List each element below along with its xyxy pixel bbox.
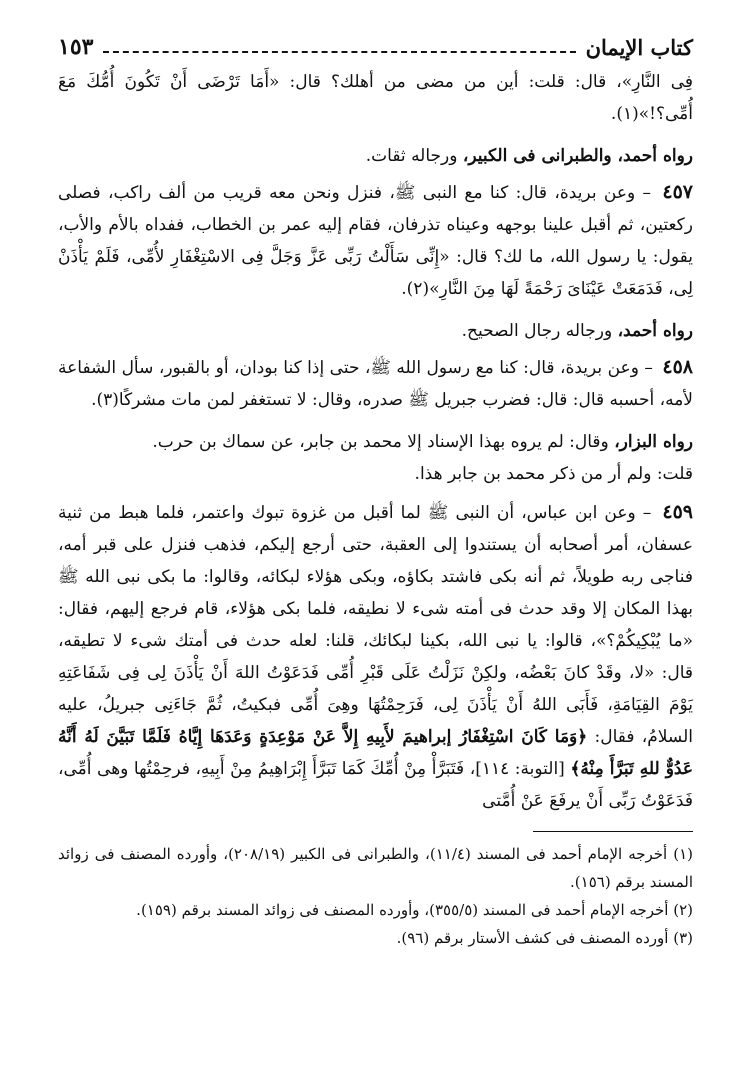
running-header [58, 30, 693, 64]
footnotes [58, 840, 693, 952]
header-rule [103, 41, 575, 53]
source-bold: رواه أحمد، [617, 321, 693, 341]
hadith-text: – وعن بريدة، قال: كنا مع النبى ﷺ، فنزل ونحن معه قريب من ألف راكب، فصلى ركعتين، ثم أقبل علينا بوجهه وعيناه تذرفان، فقام إليه عمر بن الخطاب، ففداه بالأم والأب، يقول: يا رسول الله، ما لك؟ قال: «إِنِّى سَأَلْتُ رَبِّى عَزَّ وَجَلَّ فِى الاسْتِغْفَارِ لأُمِّى، فَلَمْ يَأْذَنْ لِى، فَدَمَعَتْ عَيْنَاىَ رَحْمَةً لَهَا مِنَ النَّارِ»(٢). [58, 183, 693, 299]
chapter-title: كتاب الإيمان [585, 34, 693, 60]
source-bold: رواه البزار، [614, 432, 693, 452]
source-line [58, 140, 693, 172]
hadith-text: – وعن ابن عباس، أن النبى ﷺ لما أقبل من غزوة تبوك واعتمر، فلما هبط من ثنية عسفان، أمر أصحابه أن يستندوا إلى العقبة، حتى أرجع إليكم، فذهب فنزل على قبر أمه، فناجى ربه طويلاً، ثم أنه بكى فاشتد بكاؤه، وبكى هؤلاء لبكائه، وقالوا: ما بكى نبى الله ﷺ بهذا المكان إلا وقد حدث فى أمته شىء لا نطيقه، فلما بكى هؤلاء، قام فرجع إليهم، فقال: «ما يُبْكِيكُمْ؟»، قالوا: يا نبى الله، بكينا لبكائك، قلنا: لعله حدث فى أمتك شىء لا تطيقه، قال: «لا، وقَدْ كانَ بَعْضُه، ولكِنْ نَزَلْتُ عَلَى قَبْرِ أُمِّى فَدَعَوْتُ اللهَ أَنْ يَأْذَنَ لِى فِى شَفَاعَتِهِ يَوْمَ القِيَامَةِ، فَأَبَى اللهُ أَنْ يَأْذَنَ لِى، فَرَحِمْتُهَا وهِىَ أُمِّى فبكيتُ، ثُمَّ جَاءَنِى جبريلُ، عليه السلامُ، فقال: [58, 503, 693, 747]
hadith-459 [58, 496, 693, 817]
hadith-text-tail: [التوبة: ١١٤]، فَتَبَرَّأْ مِنْ أُمِّكَ كَمَا تَبَرَّأَ إِبْرَاهِيمُ مِنْ أَبِيهِ، فرحِمْتُها وهى أُمِّى، فَدَعَوْتُ رَبِّى أَنْ يرفَعَ عَنْ أُمَّتى [58, 759, 693, 811]
source-rest: ورجاله رجال الصحيح. [461, 321, 618, 341]
footnote: (٢) أخرجه الإمام أحمد فى المسند (٣٥٥/٥)، وأورده المصنف فى زوائد المسند برقم (١٥٩). [136, 901, 693, 919]
quran-verse: ﴿وَمَا كَانَ اسْتِغْفَارُ إبراهيمَ لأَبِيهِ إِلاَّ عَنْ مَوْعِدَةٍ وَعَدَهَا إِيَّاهُ فَلَمَّا تَبَيَّنَ لَهُ أَنَّهُ عَدُوٌّ للهِ تَبَرَّأَ مِنْهُ﴾ [58, 727, 693, 779]
footnote-divider [533, 831, 693, 832]
hadith-number: ٤٥٧ [662, 181, 694, 203]
editor-note: قلت: ولم أر من ذكر محمد بن جابر هذا. [414, 464, 693, 484]
page-number: ١٥٣ [58, 34, 94, 60]
source-rest: وقال: لم يروه بهذا الإسناد إلا محمد بن جابر، عن سماك بن حرب. [152, 432, 615, 452]
hadith-text: – وعن بريدة، قال: كنا مع رسول الله ﷺ، حتى إذا كنا بودان، أو بالقبور، سأل الشفاعة لأمه، أحسبه قال: قال: فضرب جبريل ﷺ صدره، وقال: لا تستغفر لمن مات مشركًا(٣). [58, 358, 693, 410]
paragraph-continuation: فِى النَّارِ»، قال: قلت: أين من مضى من أهلك؟ قال: «أَمَا تَرْضَى أَنْ تَكُونَ أُمُّكَ مَعَ أُمِّى؟!»(١). [58, 72, 693, 124]
hadith-number: ٤٥٨ [662, 356, 694, 378]
source-bold: رواه أحمد، والطبرانى فى الكبير، [462, 146, 693, 166]
footnote: (٣) أورده المصنف فى كشف الأستار برقم (٩٦). [396, 929, 693, 947]
hadith-number: ٤٥٩ [662, 501, 693, 523]
source-line [58, 315, 693, 347]
source-rest: ورجاله ثقات. [365, 146, 463, 166]
footnote: (١) أخرجه الإمام أحمد فى المسند (١١/٤)، والطبرانى فى الكبير (٢٠٨/١٩)، وأورده المصنف فى زوائد المسند برقم (١٥٦). [58, 845, 693, 891]
main-text [58, 66, 693, 817]
hadith-458 [58, 351, 693, 416]
hadith-457 [58, 176, 693, 305]
source-line [58, 426, 693, 458]
